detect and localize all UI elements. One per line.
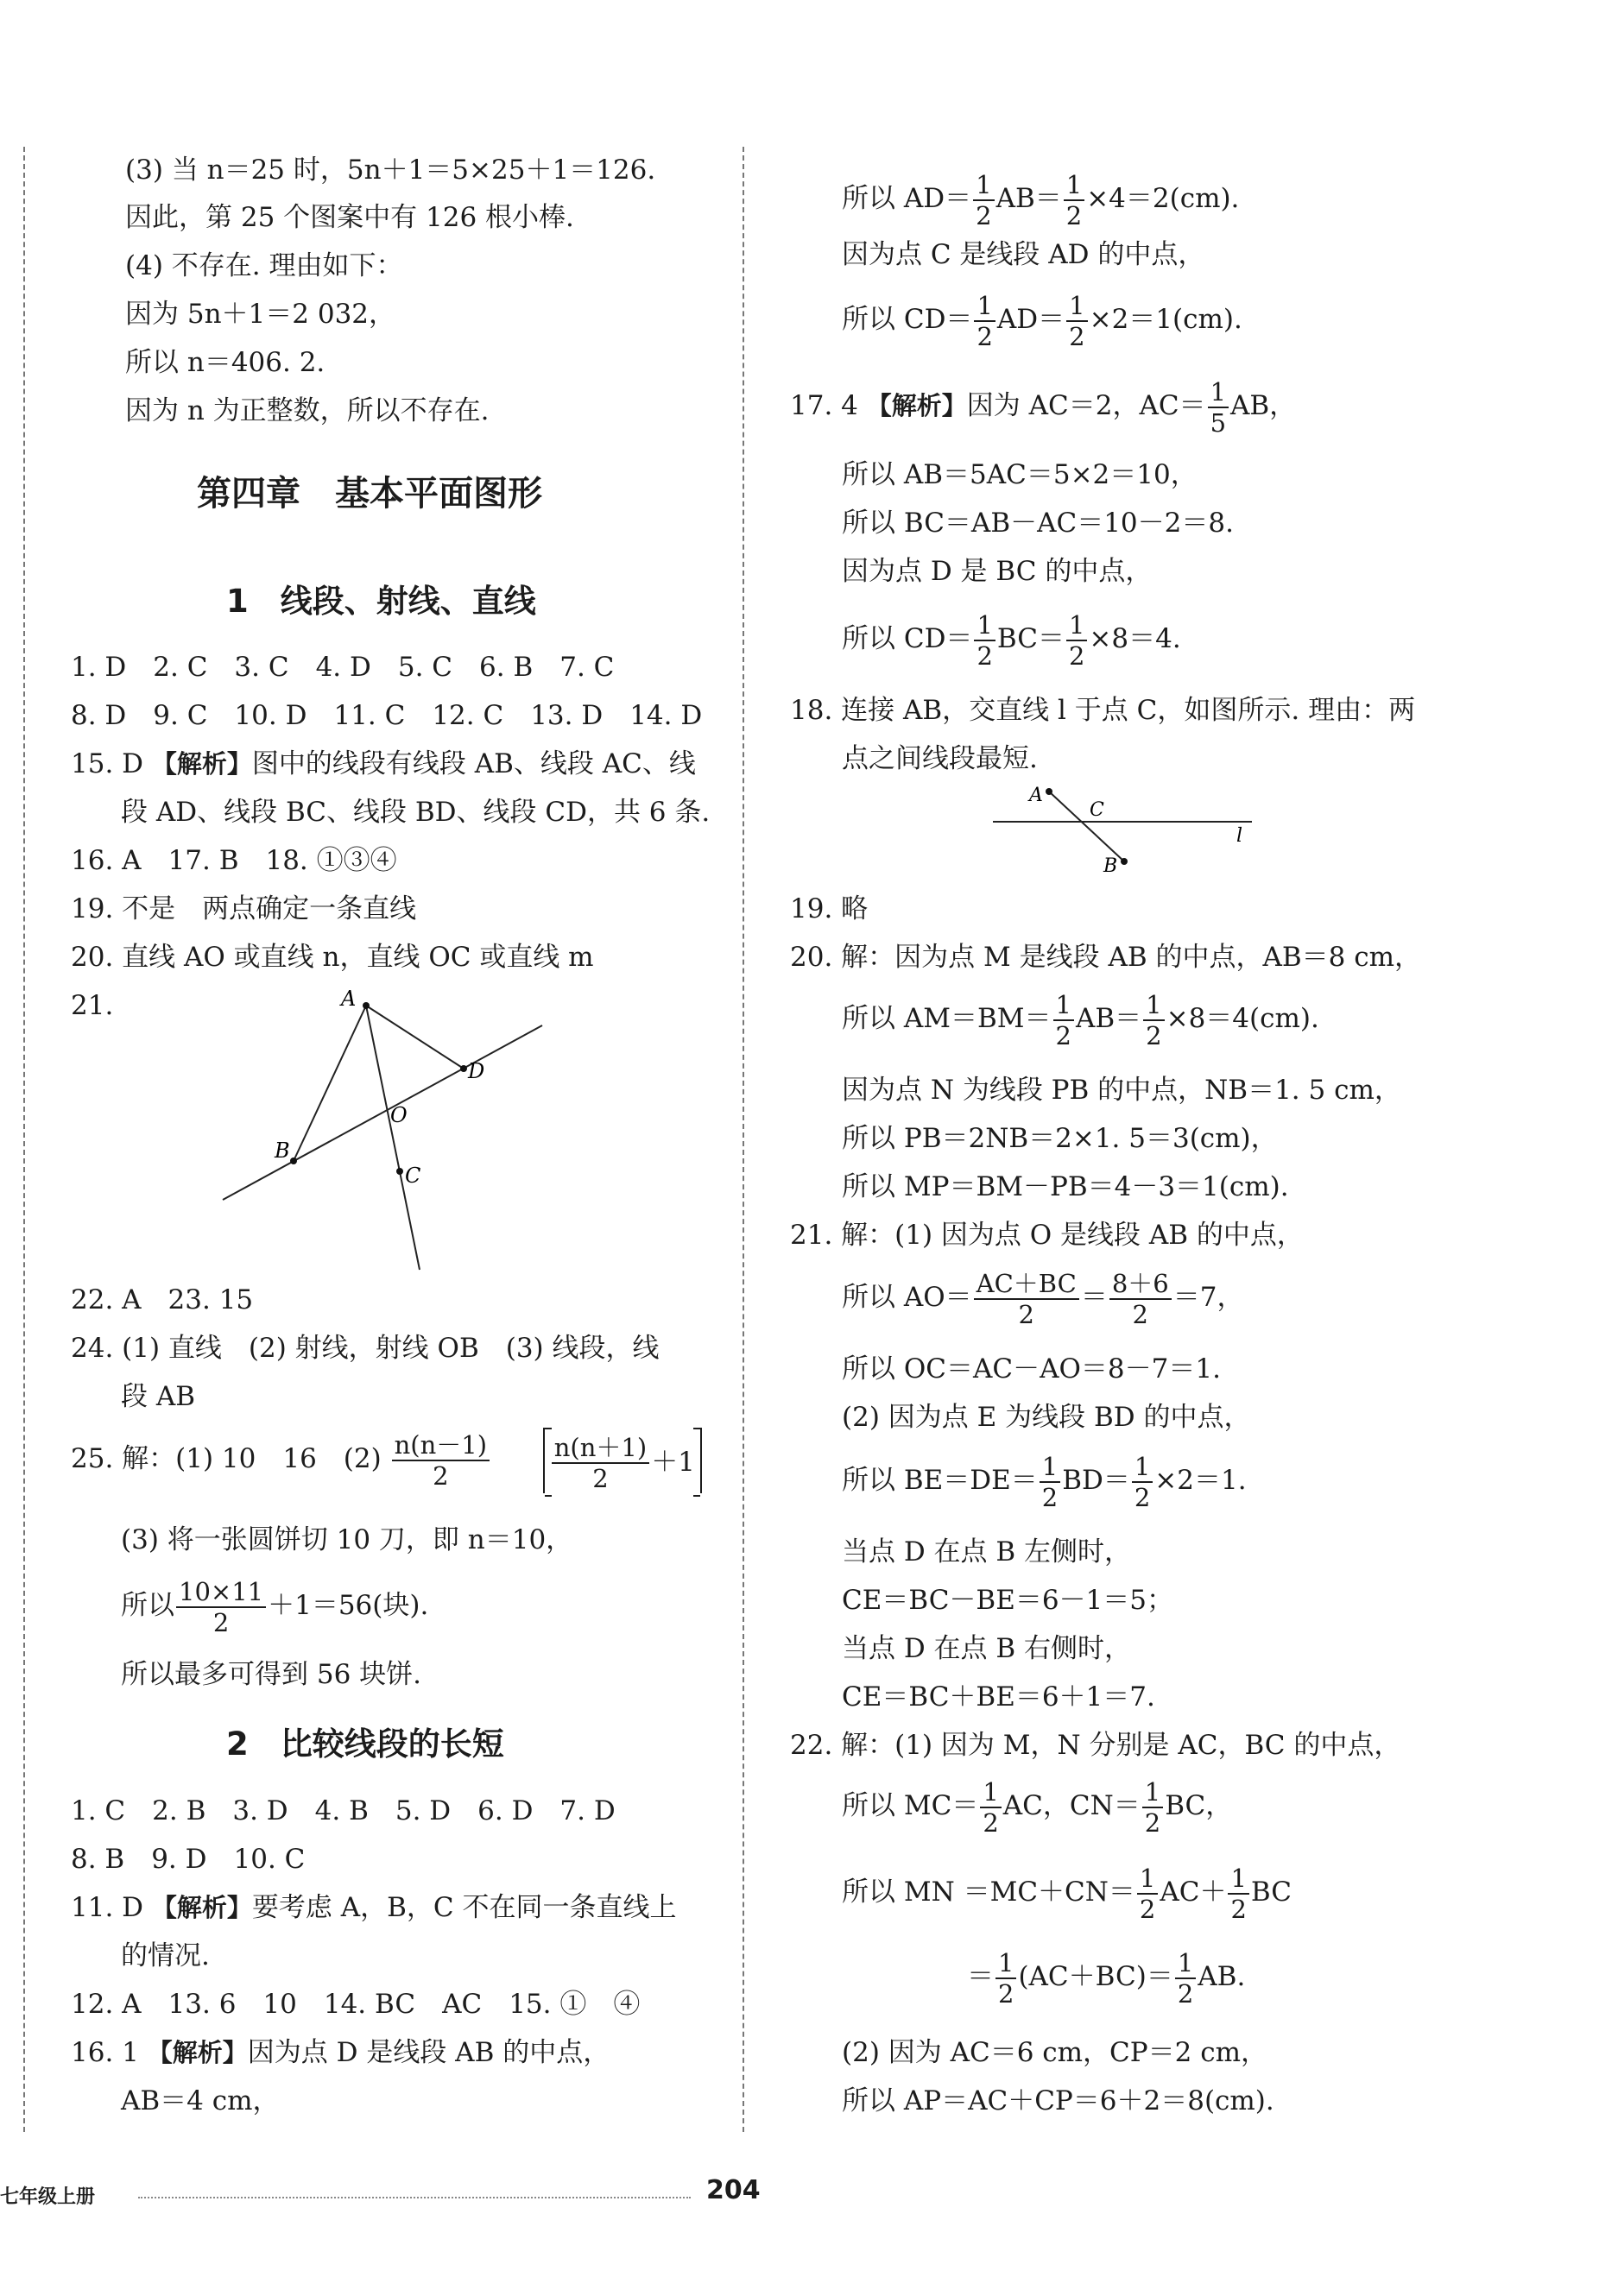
r-17-line2: 所以 AB＝5AC＝5×2＝10， bbox=[842, 459, 1198, 490]
point-C bbox=[396, 1168, 403, 1175]
text: 所以 CD＝ bbox=[842, 623, 973, 654]
sec2-answers-12-15: 12. A 13. 6 10 14. BC AC 15. ① ④ bbox=[71, 1989, 641, 2020]
sec2-answer-11 bbox=[71, 1890, 677, 1925]
sec1-answer-24-cont: 段 AB bbox=[121, 1381, 196, 1412]
label-B: B bbox=[1103, 855, 1118, 876]
r-cd-calc bbox=[842, 285, 1242, 354]
section-2-title: 2 比较线段的长短 bbox=[226, 1725, 504, 1763]
frac-num: 1 bbox=[980, 1777, 1001, 1808]
r-answer-17 bbox=[790, 371, 1296, 440]
sec1-answers-row2: 8. D 9. C 10. D 11. C 12. C 13. D 14. D bbox=[71, 700, 703, 731]
text: BC＝ bbox=[996, 623, 1065, 654]
r-22-ap: 所以 AP＝AC＋CP＝6＋2＝8(cm). bbox=[842, 2085, 1274, 2116]
sec2-answer-16-cont: AB＝4 cm， bbox=[121, 2085, 280, 2116]
sec2-answers-row1: 1. C 2. B 3. D 4. B 5. D 6. D 7. D bbox=[71, 1795, 616, 1826]
frac-den: 2 bbox=[976, 321, 993, 351]
analysis-tag: 【解析】 bbox=[147, 2038, 248, 2067]
center-divider-dashes bbox=[743, 147, 744, 2132]
sec1-answer-25 bbox=[71, 1424, 702, 1493]
r-21-ao: 所以 AO＝ $\frac{AC+BC}{2}$ ＝ $\frac{8+6}{2}$ ＝7， bbox=[842, 1268, 1244, 1329]
label-C: C bbox=[405, 1164, 421, 1188]
label-B: B bbox=[275, 1139, 290, 1163]
frac-den: 2 bbox=[1230, 1894, 1247, 1924]
text: 所以 MC＝ bbox=[842, 1790, 979, 1821]
text: AB＝ bbox=[1075, 1003, 1142, 1034]
frac-den: 2 bbox=[1132, 1299, 1148, 1329]
fraction-8-6 bbox=[1109, 1269, 1172, 1329]
frac-den: 2 bbox=[1041, 1482, 1059, 1512]
frac-num: 8＋6 bbox=[1109, 1269, 1172, 1300]
ans-3-line2: 因此，第 25 个图案中有 126 根小棒. bbox=[125, 202, 574, 233]
r-c-midpoint: 因为点 C 是线段 AD 的中点， bbox=[842, 239, 1205, 270]
r-21-left-result: CE＝BC－BE＝6－1＝5； bbox=[842, 1585, 1174, 1616]
bracket-expression bbox=[543, 1428, 702, 1493]
frac-num: 1 bbox=[1066, 291, 1087, 322]
ans-4-line2: 因为 5n＋1＝2 032， bbox=[125, 299, 396, 330]
point-B bbox=[1121, 858, 1128, 865]
text: ×4＝2(cm). bbox=[1086, 183, 1240, 214]
fraction-half bbox=[1053, 990, 1074, 1050]
sec1-answer-15-cont: 段 AD、线段 BC、线段 BD、线段 CD，共 6 条. bbox=[121, 797, 711, 828]
r-21-be bbox=[842, 1446, 1247, 1515]
frac-num: 1 bbox=[1132, 1452, 1153, 1483]
ans-4-line3: 所以 n＝406. 2. bbox=[125, 347, 325, 378]
frac-num: 1 bbox=[974, 610, 995, 641]
r-answer-21: 21. 解：(1) 因为点 O 是线段 AB 的中点， bbox=[790, 1220, 1304, 1251]
figure-18-diagram bbox=[984, 781, 1261, 876]
r-ad-calc bbox=[842, 164, 1239, 233]
segment-AD bbox=[366, 1006, 464, 1069]
text: ×8＝4(cm). bbox=[1166, 1003, 1319, 1034]
frac-num: n(n＋1) bbox=[552, 1433, 649, 1464]
sec1-answer-25-calc bbox=[121, 1571, 428, 1640]
r-17-line3: 所以 BC＝AB－AC＝10－2＝8. bbox=[842, 508, 1234, 539]
fraction-half bbox=[1066, 291, 1087, 351]
analysis-tag: 【解析】 bbox=[151, 749, 252, 779]
figure-21-diagram bbox=[207, 988, 570, 1282]
frac-num: 1 bbox=[995, 1948, 1016, 1979]
fraction-n-n-minus-1 bbox=[392, 1430, 490, 1491]
fraction-half bbox=[973, 170, 994, 230]
frac-num: 1 bbox=[1143, 990, 1164, 1021]
frac-den: 2 bbox=[1139, 1894, 1156, 1924]
frac-num: 1 bbox=[973, 170, 994, 201]
q11-text: 要考虑 A，B，C 不在同一条直线上 bbox=[251, 1892, 677, 1923]
text: BD＝ bbox=[1062, 1465, 1130, 1496]
label-A: A bbox=[341, 988, 357, 1011]
line-AC bbox=[366, 1006, 420, 1270]
fraction-half bbox=[1228, 1864, 1248, 1924]
frac-den: 2 bbox=[976, 640, 993, 671]
r-17-line5 bbox=[842, 604, 1181, 673]
frac-den: 5 bbox=[1210, 407, 1227, 438]
text: ＝ bbox=[967, 1961, 994, 1992]
r-20-n: 因为点 N 为线段 PB 的中点，NB＝1. 5 cm， bbox=[842, 1075, 1401, 1106]
fraction-10x11 bbox=[176, 1577, 266, 1637]
r-21-left-case: 当点 D 在点 B 左侧时， bbox=[842, 1536, 1132, 1567]
frac-num: AC＋BC bbox=[974, 1269, 1079, 1300]
fraction-half bbox=[974, 610, 995, 671]
frac-num: 1 bbox=[1142, 1777, 1163, 1808]
sec1-answers-row1: 1. D 2. C 3. C 4. D 5. C 6. B 7. C bbox=[71, 652, 615, 683]
frac-num: 1 bbox=[1137, 1864, 1158, 1895]
text: 因为 AC＝2，AC＝ bbox=[966, 390, 1206, 421]
r-20-mp: 所以 MP＝BM－PB＝4－3＝1(cm). bbox=[842, 1171, 1289, 1202]
q15-label: 15. D bbox=[71, 748, 144, 779]
text: ×2＝1(cm). bbox=[1089, 304, 1242, 335]
frac-num: 1 bbox=[1053, 990, 1074, 1021]
sec1-answer-19: 19. 不是 两点确定一条直线 bbox=[71, 893, 417, 924]
r-20-pb: 所以 PB＝2NB＝2×1. 5＝3(cm)， bbox=[842, 1123, 1278, 1154]
sec1-answer-21-label: 21. bbox=[71, 990, 114, 1021]
sec1-answer-24: 24. (1) 直线 (2) 射线，射线 OB (3) 线段，线 bbox=[71, 1333, 660, 1364]
fraction-n-n-plus-1 bbox=[552, 1433, 649, 1493]
frac-den: 2 bbox=[1144, 1807, 1161, 1838]
label-D: D bbox=[468, 1059, 485, 1083]
segment-AB bbox=[1049, 792, 1124, 861]
text: 所以 BE＝DE＝ bbox=[842, 1465, 1038, 1496]
fraction-half bbox=[1132, 1452, 1153, 1512]
frac-num: 1 bbox=[1175, 1948, 1196, 1979]
text: BC， bbox=[1165, 1790, 1233, 1821]
text: (AC＋BC)＝ bbox=[1018, 1961, 1173, 1992]
footer-grade-label: 七年级上册 bbox=[0, 2186, 96, 2208]
text: 所以 AD＝ bbox=[842, 183, 972, 214]
text: 所以 AM＝BM＝ bbox=[842, 1003, 1052, 1034]
fraction-half bbox=[1143, 990, 1164, 1050]
text: ×2＝1. bbox=[1154, 1465, 1247, 1496]
label-C: C bbox=[1090, 799, 1104, 821]
frac-den: 2 bbox=[212, 1607, 230, 1637]
r-22-mn-simplified bbox=[967, 1942, 1245, 2011]
r-21-oc: 所以 OC＝AC－AO＝8－7＝1. bbox=[842, 1353, 1221, 1385]
frac-num: 1 bbox=[974, 291, 995, 322]
sec1-answer-25-part3: (3) 将一张圆饼切 10 刀，即 n＝10， bbox=[121, 1524, 573, 1555]
frac-den: 2 bbox=[983, 1807, 999, 1838]
fraction-half bbox=[974, 291, 995, 351]
text: ×8＝4. bbox=[1089, 623, 1181, 654]
sec2-answers-row2: 8. B 9. D 10. C bbox=[71, 1844, 306, 1875]
text: BC bbox=[1250, 1877, 1292, 1908]
fraction-half bbox=[1064, 170, 1084, 230]
r-answer-18-cont: 点之间线段最短. bbox=[842, 743, 1038, 774]
point-B bbox=[290, 1157, 297, 1164]
r-answer-19: 19. 略 bbox=[790, 893, 869, 924]
frac-den: 2 bbox=[976, 200, 992, 230]
q11-label: 11. D bbox=[71, 1892, 144, 1923]
frac-den: 2 bbox=[1177, 1978, 1194, 2009]
sec1-answer-25-conclusion: 所以最多可得到 56 块饼. bbox=[121, 1659, 422, 1690]
text: 所以 CD＝ bbox=[842, 304, 973, 335]
frac-den: 2 bbox=[592, 1464, 609, 1493]
frac-den: 2 bbox=[1146, 1020, 1162, 1050]
frac-num: 1 bbox=[1208, 377, 1229, 408]
fraction-ac-bc bbox=[974, 1269, 1079, 1329]
r-22-part2: (2) 因为 AC＝6 cm，CP＝2 cm， bbox=[842, 2037, 1267, 2068]
r-answer-18: 18. 连接 AB，交直线 l 于点 C，如图所示. 理由：两 bbox=[790, 695, 1416, 726]
sec1-answers-16-18: 16. A 17. B 18. ①③④ bbox=[71, 845, 397, 876]
frac-den: 2 bbox=[1018, 1299, 1034, 1329]
frac-den: 2 bbox=[1068, 640, 1085, 671]
text: 所以 AO＝ bbox=[842, 1282, 972, 1313]
ans-4-line4: 因为 n 为正整数，所以不存在. bbox=[125, 395, 490, 426]
frac-num: 1 bbox=[1040, 1452, 1060, 1483]
frac-num: 10×11 bbox=[176, 1577, 266, 1608]
r-17-line4: 因为点 D 是 BC 的中点， bbox=[842, 556, 1153, 587]
r-answer-20: 20. 解：因为点 M 是线段 AB 的中点，AB＝8 cm， bbox=[790, 942, 1421, 973]
point-A bbox=[363, 1002, 370, 1009]
q17-label: 17. 4 bbox=[790, 390, 858, 421]
fraction-half bbox=[995, 1948, 1016, 2009]
r-22-mc bbox=[842, 1771, 1232, 1840]
fraction-half bbox=[1137, 1864, 1158, 1924]
q16-text: 因为点 D 是线段 AB 的中点， bbox=[247, 2037, 610, 2068]
text: AB＝ bbox=[995, 183, 1062, 214]
fraction-half bbox=[1175, 1948, 1196, 2009]
left-margin-dashes bbox=[23, 147, 25, 2132]
frac-den: 2 bbox=[1065, 200, 1083, 230]
sec1-answers-22-23: 22. A 23. 15 bbox=[71, 1284, 254, 1315]
segment-AB bbox=[294, 1006, 366, 1161]
r-answer-22: 22. 解：(1) 因为 M，N 分别是 AC，BC 的中点， bbox=[790, 1730, 1401, 1761]
frac-num: 1 bbox=[1228, 1864, 1248, 1895]
text: ＝7， bbox=[1172, 1282, 1244, 1313]
text: AB. bbox=[1198, 1961, 1246, 1992]
r-21-right-result: CE＝BC＋BE＝6＋1＝7. bbox=[842, 1681, 1155, 1713]
point-A bbox=[1046, 788, 1052, 795]
analysis-tag: 【解析】 bbox=[151, 1893, 252, 1922]
fraction-half bbox=[980, 1777, 1001, 1838]
frac-num: n(n－1) bbox=[392, 1430, 490, 1461]
q16-label: 16. 1 bbox=[71, 2037, 139, 2068]
footer-dotted-rule bbox=[138, 2197, 691, 2198]
fraction-fifth bbox=[1208, 377, 1229, 438]
label-A: A bbox=[1029, 785, 1043, 806]
frac-den: 2 bbox=[1134, 1482, 1151, 1512]
q15-text: 图中的线段有线段 AB、线段 AC、线 bbox=[251, 748, 696, 779]
section-1-title: 1 线段、射线、直线 bbox=[226, 583, 536, 620]
line-BD bbox=[223, 1025, 542, 1200]
analysis-tag: 【解析】 bbox=[866, 391, 967, 420]
text: AD＝ bbox=[996, 304, 1065, 335]
fraction-half bbox=[1066, 610, 1087, 671]
sec1-answer-20: 20. 直线 AO 或直线 n，直线 OC 或直线 m bbox=[71, 942, 594, 973]
page-number: 204 bbox=[706, 2175, 761, 2205]
r-22-mn bbox=[842, 1858, 1292, 1927]
ans-3-line1: (3) 当 n＝25 时，5n＋1＝5×25＋1＝126. bbox=[125, 155, 656, 186]
fraction-half bbox=[1142, 1777, 1163, 1838]
calc-prefix: 所以 bbox=[121, 1590, 174, 1621]
label-l: l bbox=[1236, 825, 1243, 847]
calc-suffix: ＋1＝56(块). bbox=[268, 1590, 429, 1621]
text: 所以 MN ＝MC＋CN＝ bbox=[842, 1877, 1135, 1908]
text: AC，CN＝ bbox=[1002, 1790, 1141, 1821]
text: AB， bbox=[1230, 390, 1297, 421]
sec1-answer-15 bbox=[71, 747, 696, 781]
text: AC＋ bbox=[1160, 1877, 1227, 1908]
frac-den: 2 bbox=[1055, 1020, 1071, 1050]
ans-4-line1: (4) 不存在. 理由如下： bbox=[125, 250, 403, 281]
fraction-half bbox=[1040, 1452, 1060, 1512]
point-D bbox=[460, 1065, 467, 1072]
frac-den: 2 bbox=[1069, 321, 1085, 351]
sec2-answer-16 bbox=[71, 2035, 610, 2070]
frac-den: 2 bbox=[433, 1460, 449, 1491]
label-O: O bbox=[390, 1103, 408, 1127]
q25-text: 25. 解：(1) 10 16 (2) bbox=[71, 1443, 382, 1474]
r-21-part2: (2) 因为点 E 为线段 BD 的中点， bbox=[842, 1402, 1251, 1433]
sec2-answer-11-cont: 的情况. bbox=[121, 1940, 210, 1971]
plus-one: ＋1 bbox=[651, 1446, 695, 1478]
chapter-title: 第四章 基本平面图形 bbox=[197, 474, 542, 514]
frac-num: 1 bbox=[1066, 610, 1087, 641]
r-21-right-case: 当点 D 在点 B 右侧时， bbox=[842, 1633, 1132, 1664]
r-20-am bbox=[842, 984, 1319, 1053]
frac-den: 2 bbox=[998, 1978, 1014, 2009]
frac-num: 1 bbox=[1064, 170, 1084, 201]
